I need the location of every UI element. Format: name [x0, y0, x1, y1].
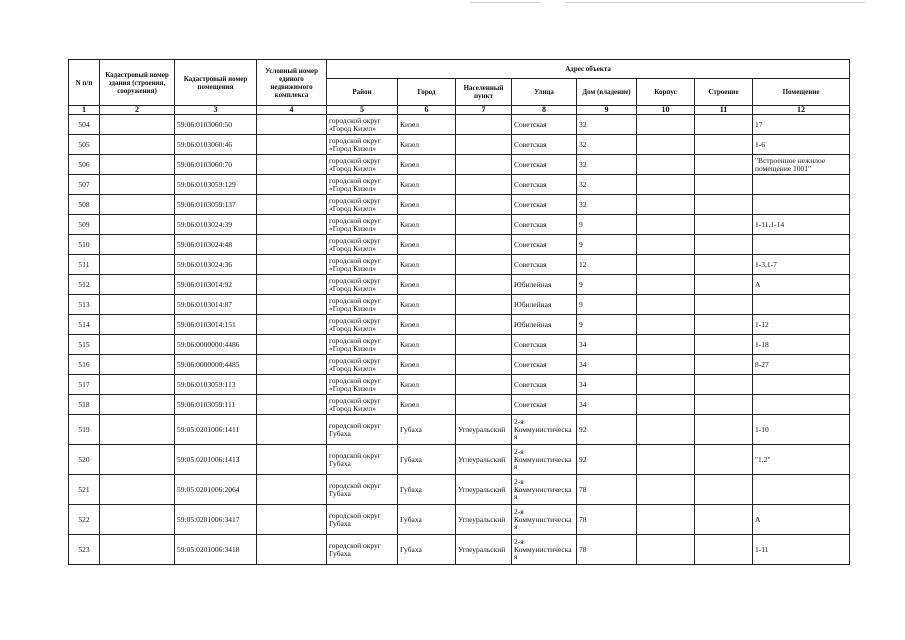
cell-building-cadastral	[100, 215, 175, 235]
cell-building	[695, 335, 753, 355]
cell-district: городской округ «Город Кизел»	[327, 195, 398, 215]
cell-complex-number	[257, 215, 327, 235]
cell-row-number: 508	[69, 195, 100, 215]
cell-district: городской округ Губаха	[327, 475, 398, 505]
column-number: 10	[637, 106, 695, 115]
cell-building	[695, 535, 753, 565]
cell-building	[695, 295, 753, 315]
cell-corpus	[637, 335, 695, 355]
cell-corpus	[637, 375, 695, 395]
cell-street: Советская	[512, 375, 577, 395]
cell-premises-cadastral: 59:06:0103059:137	[175, 195, 257, 215]
cell-complex-number	[257, 355, 327, 375]
cell-city: Кизел	[398, 295, 456, 315]
cell-house: 32	[577, 195, 637, 215]
cell-corpus	[637, 475, 695, 505]
cell-building-cadastral	[100, 175, 175, 195]
cell-street: Юбилейная	[512, 275, 577, 295]
cell-district: городской округ «Город Кизел»	[327, 355, 398, 375]
cell-district: городской округ «Город Кизел»	[327, 115, 398, 135]
table-row	[69, 155, 850, 175]
cell-house: 32	[577, 155, 637, 175]
cell-complex-number	[257, 235, 327, 255]
table-row	[69, 355, 850, 375]
cell-building-cadastral	[100, 255, 175, 275]
cell-premises-cadastral: 59:06:0103060:50	[175, 115, 257, 135]
cell-row-number: 523	[69, 535, 100, 565]
cell-city: Губаха	[398, 535, 456, 565]
cell-city: Кизел	[398, 375, 456, 395]
cell-street: Юбилейная	[512, 315, 577, 335]
cell-district: городской округ Губаха	[327, 445, 398, 475]
cell-complex-number	[257, 445, 327, 475]
cell-settlement	[456, 315, 512, 335]
cell-row-number: 504	[69, 115, 100, 135]
table-row	[69, 395, 850, 415]
cell-house: 32	[577, 115, 637, 135]
cell-corpus	[637, 255, 695, 275]
cell-building	[695, 115, 753, 135]
cell-row-number: 510	[69, 235, 100, 255]
cell-district: городской округ Губаха	[327, 505, 398, 535]
scan-edge-line-left	[470, 2, 540, 3]
cell-building	[695, 155, 753, 175]
cell-room: А	[753, 275, 850, 295]
cell-house: 12	[577, 255, 637, 275]
cell-room	[753, 375, 850, 395]
cell-complex-number	[257, 115, 327, 135]
cell-complex-number	[257, 505, 327, 535]
cell-premises-cadastral: 59:06:0103014:92	[175, 275, 257, 295]
cell-house: 34	[577, 375, 637, 395]
cell-building	[695, 195, 753, 215]
cell-building-cadastral	[100, 395, 175, 415]
table-row	[69, 175, 850, 195]
cell-row-number: 521	[69, 475, 100, 505]
cell-complex-number	[257, 155, 327, 175]
cell-complex-number	[257, 255, 327, 275]
cell-premises-cadastral: 59:05:0201006:2064	[175, 475, 257, 505]
header-house: Дом (владение)	[577, 79, 637, 106]
cell-settlement	[456, 355, 512, 375]
cell-building	[695, 235, 753, 255]
cell-row-number: 513	[69, 295, 100, 315]
cell-district: городской округ «Город Кизел»	[327, 315, 398, 335]
cell-premises-cadastral: 59:06:0103014:151	[175, 315, 257, 335]
table-row	[69, 535, 850, 565]
cell-room: 1-3,1-7	[753, 255, 850, 275]
cell-room: "1,2"	[753, 445, 850, 475]
cell-room	[753, 235, 850, 255]
cell-room	[753, 295, 850, 315]
cell-premises-cadastral: 59:06:0103024:39	[175, 215, 257, 235]
cell-city: Кизел	[398, 335, 456, 355]
cell-district: городской округ «Город Кизел»	[327, 255, 398, 275]
cell-building	[695, 215, 753, 235]
cell-corpus	[637, 415, 695, 445]
header-building: Строение	[695, 79, 753, 106]
cell-building-cadastral	[100, 535, 175, 565]
cell-house: 32	[577, 175, 637, 195]
cell-house: 9	[577, 275, 637, 295]
column-number: 2	[100, 106, 175, 115]
cell-city: Кизел	[398, 175, 456, 195]
cell-room	[753, 475, 850, 505]
cell-building	[695, 375, 753, 395]
cell-corpus	[637, 275, 695, 295]
cell-city: Кизел	[398, 355, 456, 375]
cell-building-cadastral	[100, 135, 175, 155]
cell-street: Советская	[512, 115, 577, 135]
table-row	[69, 335, 850, 355]
cell-house: 92	[577, 445, 637, 475]
cell-city: Губаха	[398, 445, 456, 475]
table-row	[69, 415, 850, 445]
table-row	[69, 315, 850, 335]
cell-settlement: Углеуральский	[456, 415, 512, 445]
cell-row-number: 505	[69, 135, 100, 155]
cell-city: Губаха	[398, 505, 456, 535]
cell-building-cadastral	[100, 155, 175, 175]
header-room: Помещение	[753, 79, 850, 106]
cell-complex-number	[257, 315, 327, 335]
cell-building	[695, 505, 753, 535]
header-complex-number: Условный номер единого недвижимого комплекса	[257, 60, 327, 106]
registry-document	[68, 59, 850, 565]
cell-settlement	[456, 295, 512, 315]
cell-building-cadastral	[100, 355, 175, 375]
table-header	[69, 60, 850, 115]
column-number: 3	[175, 106, 257, 115]
header-district: Район	[327, 79, 398, 106]
cell-corpus	[637, 175, 695, 195]
header-num: N п/п	[69, 60, 100, 106]
cell-settlement	[456, 275, 512, 295]
cell-city: Кизел	[398, 255, 456, 275]
cell-settlement: Углеуральский	[456, 475, 512, 505]
cell-city: Кизел	[398, 275, 456, 295]
column-number: 11	[695, 106, 753, 115]
cell-corpus	[637, 235, 695, 255]
cell-corpus	[637, 295, 695, 315]
cell-district: городской округ «Город Кизел»	[327, 175, 398, 195]
cell-district: городской округ «Город Кизел»	[327, 375, 398, 395]
cell-street: Советская	[512, 235, 577, 255]
cell-building-cadastral	[100, 375, 175, 395]
cell-street: Советская	[512, 175, 577, 195]
cell-building	[695, 395, 753, 415]
cell-corpus	[637, 215, 695, 235]
cell-settlement	[456, 155, 512, 175]
cell-building-cadastral	[100, 275, 175, 295]
cell-room	[753, 395, 850, 415]
cell-street: Советская	[512, 195, 577, 215]
column-number-row	[69, 106, 850, 115]
cell-street: 2-я Коммунистическа я	[512, 475, 577, 505]
cell-street: 2-я Коммунистическа я	[512, 445, 577, 475]
cell-room: 1-11,1-14	[753, 215, 850, 235]
cell-building-cadastral	[100, 115, 175, 135]
cell-house: 32	[577, 135, 637, 155]
cell-settlement	[456, 115, 512, 135]
cell-settlement	[456, 395, 512, 415]
cell-settlement	[456, 255, 512, 275]
cell-city: Кизел	[398, 315, 456, 335]
header-street: Улица	[512, 79, 577, 106]
cell-city: Губаха	[398, 415, 456, 445]
cell-row-number: 507	[69, 175, 100, 195]
cell-complex-number	[257, 275, 327, 295]
cell-room	[753, 195, 850, 215]
table-row	[69, 505, 850, 535]
cell-settlement: Углеуральский	[456, 445, 512, 475]
cell-settlement	[456, 335, 512, 355]
cell-house: 92	[577, 415, 637, 445]
cell-street: Советская	[512, 135, 577, 155]
cell-building	[695, 355, 753, 375]
table-row	[69, 445, 850, 475]
cell-building	[695, 475, 753, 505]
cell-premises-cadastral: 59:05:0201006:3417	[175, 505, 257, 535]
table-row	[69, 275, 850, 295]
cell-district: городской округ «Город Кизел»	[327, 235, 398, 255]
header-corpus: Корпус	[637, 79, 695, 106]
cell-settlement	[456, 195, 512, 215]
cell-corpus	[637, 135, 695, 155]
cell-building-cadastral	[100, 315, 175, 335]
cell-street: Советская	[512, 355, 577, 375]
cell-premises-cadastral: 59:06:0103059:113	[175, 375, 257, 395]
cell-house: 9	[577, 235, 637, 255]
header-building-cadastral: Кадастровый номер здания (строения, сооружения)	[100, 60, 175, 106]
cell-row-number: 515	[69, 335, 100, 355]
cell-room: 1-12	[753, 315, 850, 335]
scan-edge-line-right	[565, 2, 865, 3]
cell-row-number: 509	[69, 215, 100, 235]
column-number: 4	[257, 106, 327, 115]
cell-building-cadastral	[100, 415, 175, 445]
cell-street: 2-я Коммунистическа я	[512, 415, 577, 445]
cell-complex-number	[257, 395, 327, 415]
cell-house: 78	[577, 535, 637, 565]
cell-street: Советская	[512, 395, 577, 415]
cell-city: Кизел	[398, 235, 456, 255]
cell-settlement	[456, 375, 512, 395]
cell-building-cadastral	[100, 335, 175, 355]
cell-corpus	[637, 445, 695, 475]
cell-building-cadastral	[100, 195, 175, 215]
cell-premises-cadastral: 59:06:0103059:111	[175, 395, 257, 415]
cell-house: 78	[577, 475, 637, 505]
registry-table	[68, 59, 850, 565]
cell-house: 78	[577, 505, 637, 535]
cell-settlement	[456, 215, 512, 235]
cell-room: "Встроенное нежилое помещение 1001"	[753, 155, 850, 175]
cell-row-number: 518	[69, 395, 100, 415]
cell-complex-number	[257, 295, 327, 315]
cell-corpus	[637, 535, 695, 565]
cell-row-number: 519	[69, 415, 100, 445]
cell-house: 9	[577, 215, 637, 235]
cell-street: Советская	[512, 335, 577, 355]
table-row	[69, 475, 850, 505]
cell-street: Юбилейная	[512, 295, 577, 315]
cell-premises-cadastral: 59:06:0103024:48	[175, 235, 257, 255]
cell-premises-cadastral: 59:06:0103014:87	[175, 295, 257, 315]
table-row	[69, 135, 850, 155]
header-address-group: Адрес объекта	[327, 60, 850, 79]
cell-settlement: Углеуральский	[456, 535, 512, 565]
cell-house: 9	[577, 295, 637, 315]
cell-complex-number	[257, 415, 327, 445]
cell-house: 9	[577, 315, 637, 335]
cell-building-cadastral	[100, 445, 175, 475]
cell-district: городской округ «Город Кизел»	[327, 275, 398, 295]
cell-building	[695, 445, 753, 475]
column-number: 12	[753, 106, 850, 115]
cell-room: 8-27	[753, 355, 850, 375]
cell-city: Кизел	[398, 395, 456, 415]
table-row	[69, 295, 850, 315]
cell-room	[753, 175, 850, 195]
cell-city: Кизел	[398, 215, 456, 235]
cell-complex-number	[257, 195, 327, 215]
header-settlement: Населенный пункт	[456, 79, 512, 106]
cell-house: 34	[577, 395, 637, 415]
cell-corpus	[637, 115, 695, 135]
cell-settlement	[456, 235, 512, 255]
cell-city: Губаха	[398, 475, 456, 505]
cell-building-cadastral	[100, 235, 175, 255]
cell-street: 2-я Коммунистическа я	[512, 505, 577, 535]
cell-premises-cadastral: 59:06:0000000:4485	[175, 355, 257, 375]
cell-city: Кизел	[398, 135, 456, 155]
column-number: 7	[456, 106, 512, 115]
cell-street: Советская	[512, 215, 577, 235]
cell-district: городской округ «Город Кизел»	[327, 295, 398, 315]
cell-settlement	[456, 135, 512, 155]
cell-city: Кизел	[398, 115, 456, 135]
cell-corpus	[637, 315, 695, 335]
cell-complex-number	[257, 535, 327, 565]
table-row	[69, 215, 850, 235]
cell-building-cadastral	[100, 295, 175, 315]
cell-row-number: 514	[69, 315, 100, 335]
cell-premises-cadastral: 59:06:0103024:36	[175, 255, 257, 275]
cell-premises-cadastral: 59:05:0201006:1413	[175, 445, 257, 475]
cell-building	[695, 415, 753, 445]
cell-row-number: 506	[69, 155, 100, 175]
cell-premises-cadastral: 59:06:0103059:129	[175, 175, 257, 195]
cell-district: городской округ «Город Кизел»	[327, 215, 398, 235]
cell-building	[695, 315, 753, 335]
cell-row-number: 520	[69, 445, 100, 475]
cell-district: городской округ Губаха	[327, 535, 398, 565]
table-body	[69, 115, 850, 565]
cell-complex-number	[257, 175, 327, 195]
cell-row-number: 517	[69, 375, 100, 395]
cell-room: А	[753, 505, 850, 535]
cell-row-number: 512	[69, 275, 100, 295]
cell-building-cadastral	[100, 505, 175, 535]
cell-house: 34	[577, 355, 637, 375]
cell-building	[695, 175, 753, 195]
cell-complex-number	[257, 335, 327, 355]
cell-room: 1-6	[753, 135, 850, 155]
cell-settlement: Углеуральский	[456, 505, 512, 535]
column-number: 1	[69, 106, 100, 115]
cell-district: городской округ «Город Кизел»	[327, 335, 398, 355]
cell-room: 1-10	[753, 415, 850, 445]
column-number: 6	[398, 106, 456, 115]
cell-corpus	[637, 505, 695, 535]
cell-district: городской округ «Город Кизел»	[327, 135, 398, 155]
cell-room: 17	[753, 115, 850, 135]
cell-corpus	[637, 395, 695, 415]
table-row	[69, 195, 850, 215]
cell-corpus	[637, 155, 695, 175]
cell-district: городской округ «Город Кизел»	[327, 155, 398, 175]
cell-premises-cadastral: 59:06:0000000:4486	[175, 335, 257, 355]
cell-row-number: 522	[69, 505, 100, 535]
cell-building-cadastral	[100, 475, 175, 505]
cell-row-number: 516	[69, 355, 100, 375]
cell-premises-cadastral: 59:06:0103060:46	[175, 135, 257, 155]
table-row	[69, 255, 850, 275]
cell-premises-cadastral: 59:05:0201006:3418	[175, 535, 257, 565]
cell-city: Кизел	[398, 155, 456, 175]
cell-street: Советская	[512, 255, 577, 275]
cell-complex-number	[257, 375, 327, 395]
cell-house: 34	[577, 335, 637, 355]
cell-street: Советская	[512, 155, 577, 175]
cell-district: городской округ Губаха	[327, 415, 398, 445]
cell-corpus	[637, 355, 695, 375]
cell-row-number: 511	[69, 255, 100, 275]
cell-premises-cadastral: 59:05:0201006:1411	[175, 415, 257, 445]
cell-city: Кизел	[398, 195, 456, 215]
table-row	[69, 115, 850, 135]
cell-settlement	[456, 175, 512, 195]
cell-corpus	[637, 195, 695, 215]
cell-building	[695, 135, 753, 155]
cell-room: 1-11	[753, 535, 850, 565]
header-city: Город	[398, 79, 456, 106]
cell-complex-number	[257, 135, 327, 155]
table-row	[69, 235, 850, 255]
table-row	[69, 375, 850, 395]
header-premises-cadastral: Кадастровый номер помещения	[175, 60, 257, 106]
column-number: 5	[327, 106, 398, 115]
cell-district: городской округ «Город Кизел»	[327, 395, 398, 415]
cell-complex-number	[257, 475, 327, 505]
cell-street: 2-я Коммунистическа я	[512, 535, 577, 565]
cell-building	[695, 275, 753, 295]
column-number: 9	[577, 106, 637, 115]
column-number: 8	[512, 106, 577, 115]
cell-premises-cadastral: 59:06:0103060:70	[175, 155, 257, 175]
cell-building	[695, 255, 753, 275]
cell-room: 1-18	[753, 335, 850, 355]
